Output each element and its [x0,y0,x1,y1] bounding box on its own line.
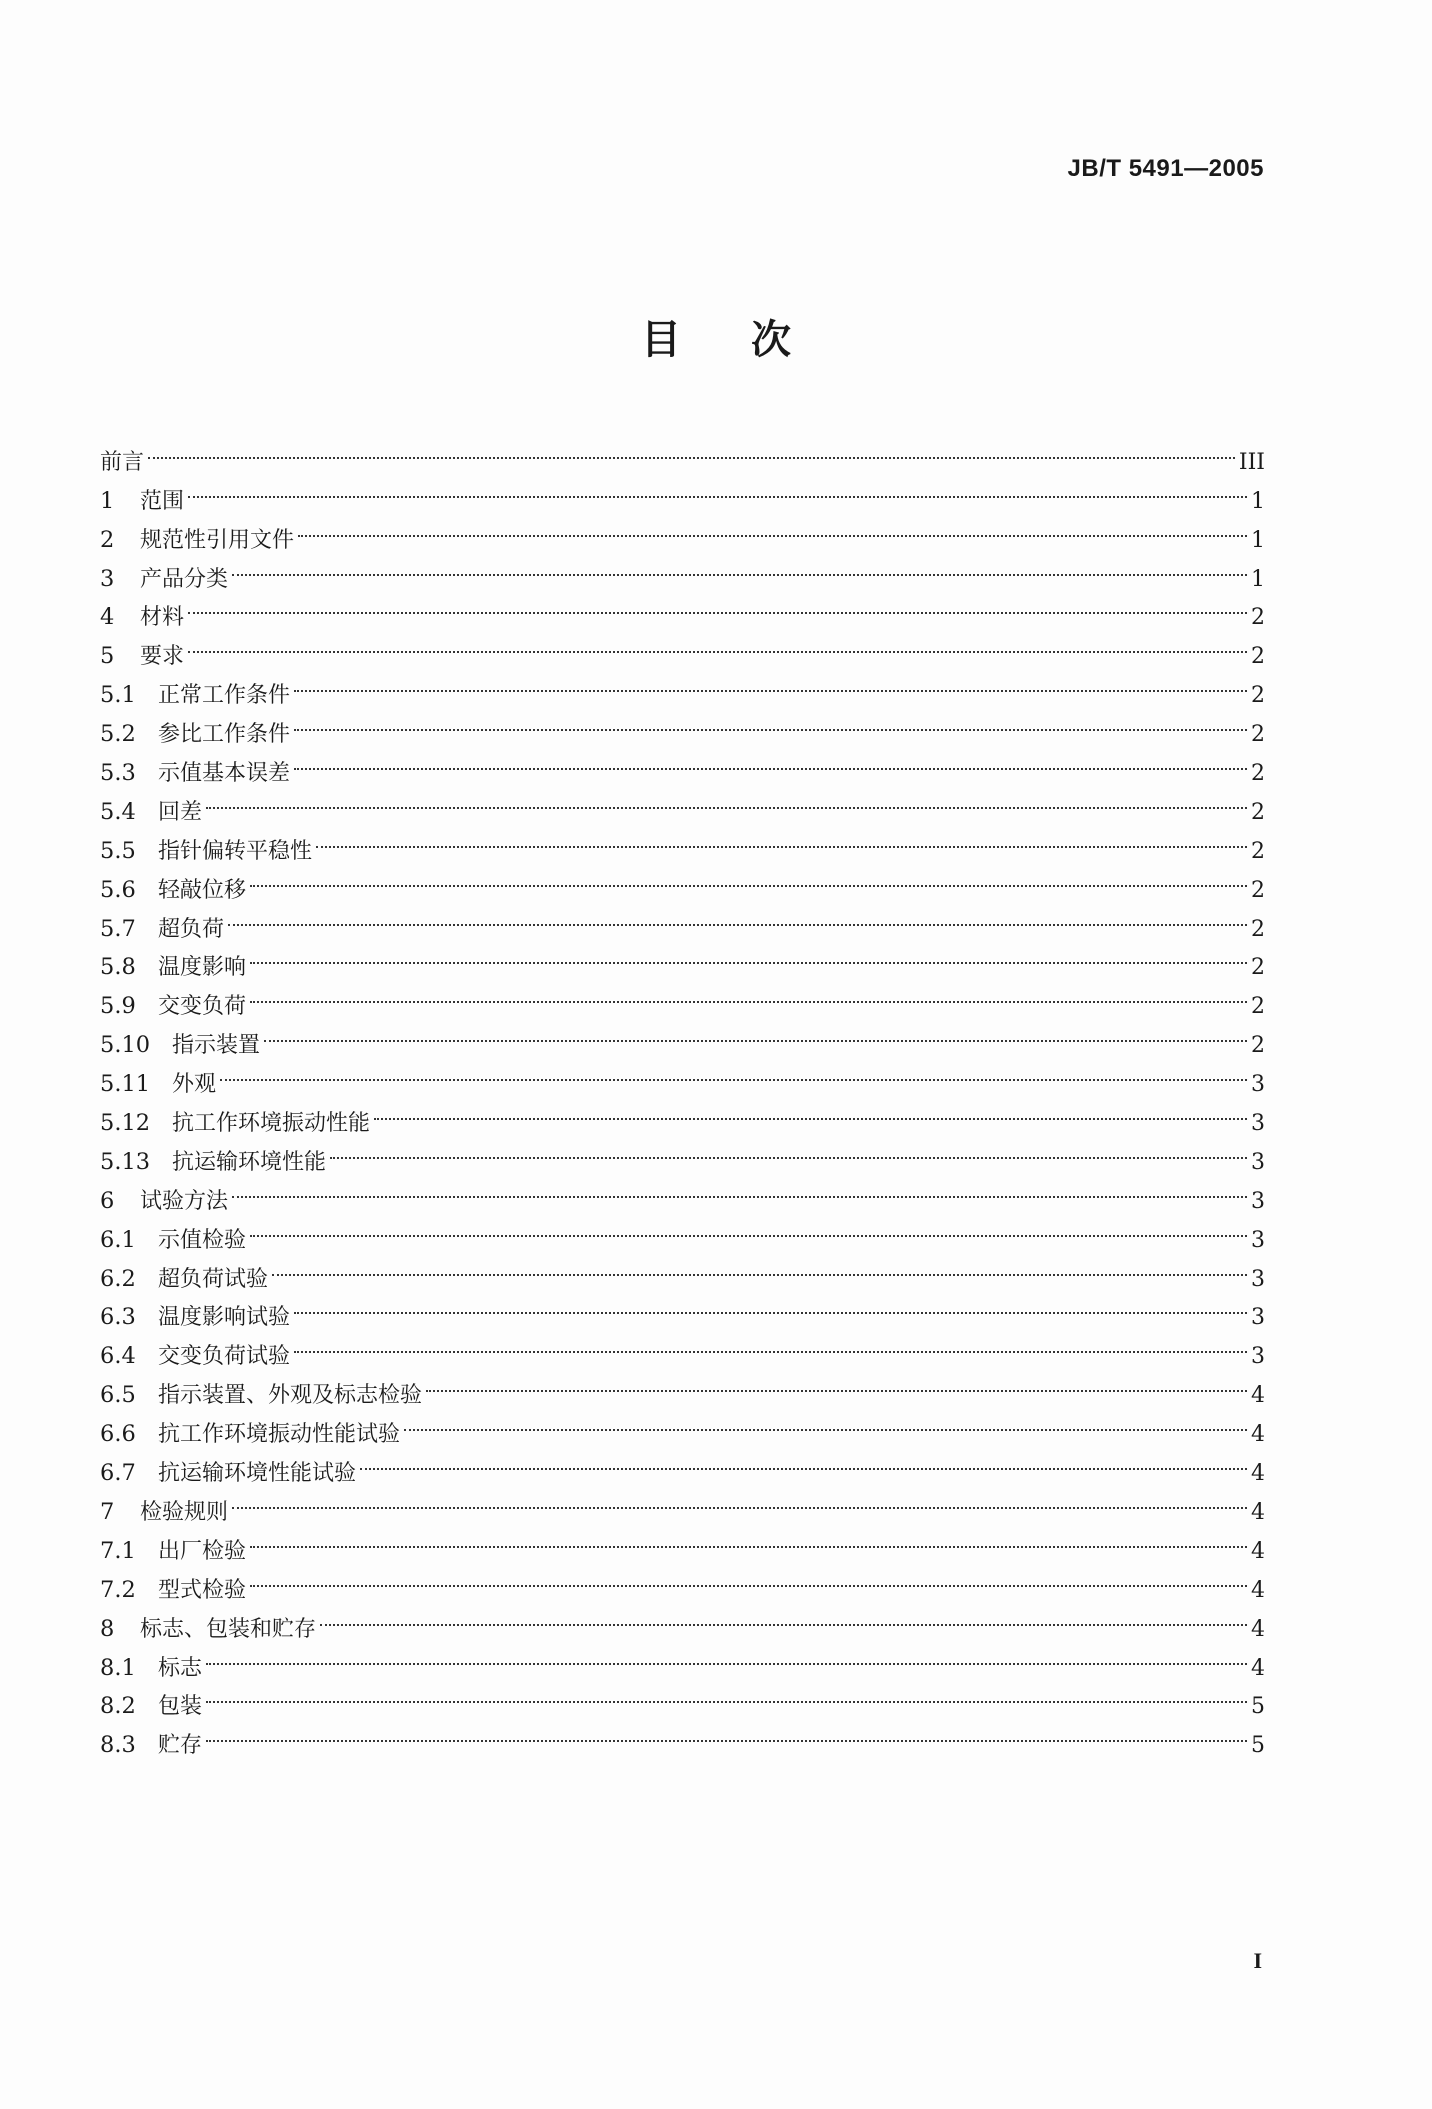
toc-entry-label: 示值基本误差 [158,761,291,787]
toc-entry-number: 5.2 [100,721,136,748]
dot-leader [298,508,1247,547]
dot-leader [188,469,1247,508]
toc-entry[interactable] [100,1713,1265,1759]
dot-leader [206,1675,1247,1714]
toc-entry-label: 指针偏转平稳性 [158,838,313,864]
toc-entry-label: 参比工作条件 [158,722,291,748]
toc-entry-page: 2 [1251,799,1265,825]
toc-entry[interactable] [100,1558,1265,1603]
toc-entry-number: 5.5 [100,837,136,864]
toc-entry-page: 5 [1251,1694,1265,1720]
dot-leader [232,1480,1247,1519]
dot-leader [250,1519,1247,1558]
toc-entry[interactable] [100,897,1265,942]
toc-entry-page: 2 [1251,761,1265,787]
dot-leader [404,1402,1247,1441]
toc-entry-number: 8 [100,1615,115,1642]
dot-leader [294,1324,1247,1363]
toc-entry-page: 2 [1251,877,1265,903]
toc-entry[interactable] [100,780,1265,825]
toc-entry[interactable] [100,936,1265,981]
toc-entry-label: 指示装置 [172,1033,261,1059]
toc-entry-page: 3 [1251,1266,1265,1292]
toc-entry-number: 5.9 [100,993,136,1020]
toc-entry-label: 贮存 [158,1733,203,1759]
dot-leader [272,1247,1247,1286]
dot-leader [250,974,1247,1013]
toc-entry-number: 5 [100,643,115,670]
dot-leader [316,819,1247,858]
toc-entry-label: 检验规则 [140,1499,229,1525]
toc-entry-label: 型式检验 [158,1577,247,1603]
dot-leader [250,936,1247,975]
toc-entry-label: 回差 [158,799,203,825]
dot-leader [426,1363,1247,1402]
standard-code: JB/T 5491—2005 [1067,155,1264,182]
table-of-contents [100,430,1265,1759]
toc-entry-number: 7.1 [100,1537,136,1564]
toc-entry-label: 规范性引用文件 [140,527,295,553]
toc-entry[interactable] [100,1013,1265,1059]
toc-entry-label: 材料 [140,605,185,631]
toc-entry-page: 2 [1251,994,1265,1020]
toc-entry[interactable] [100,1091,1265,1137]
toc-entry-label: 标志、包装和贮存 [140,1616,317,1642]
toc-entry-page: 3 [1251,1188,1265,1214]
toc-entry[interactable] [100,1247,1265,1292]
toc-entry-number: 7 [100,1498,115,1525]
toc-entry[interactable] [100,1286,1265,1331]
toc-entry-page: 5 [1251,1733,1265,1759]
toc-entry[interactable] [100,1675,1265,1720]
toc-entry[interactable] [100,508,1265,553]
toc-entry-label: 前言 [100,449,145,475]
toc-entry-label: 超负荷试验 [158,1266,269,1292]
toc-entry-page: 3 [1251,1072,1265,1098]
toc-entry-page: 2 [1251,1033,1265,1059]
toc-entry-label: 抗工作环境振动性能试验 [158,1422,401,1448]
toc-entry-page: 4 [1251,1461,1265,1487]
toc-entry-label: 温度影响试验 [158,1305,291,1331]
toc-entry-page: 4 [1251,1499,1265,1525]
toc-entry[interactable] [100,663,1265,709]
dot-leader [374,1091,1247,1130]
page-number: I [1253,1948,1262,1973]
dot-leader [250,858,1247,897]
toc-entry-number: 5.4 [100,798,136,825]
toc-entry-label: 范围 [140,488,185,514]
toc-entry-number: 5.13 [100,1148,151,1175]
toc-entry-label: 试验方法 [140,1188,229,1214]
toc-entry-label: 外观 [172,1072,217,1098]
page-title: 目次 [641,317,861,363]
toc-entry-page: 3 [1251,1344,1265,1370]
toc-entry-page: 2 [1251,605,1265,631]
dot-leader [232,1169,1247,1208]
dot-leader [330,1130,1247,1169]
toc-entry[interactable] [100,1636,1265,1681]
toc-entry-number: 6.7 [100,1460,136,1487]
toc-entry-number: 5.3 [100,760,136,787]
toc-entry-page: 2 [1251,644,1265,670]
toc-entry-page: 4 [1251,1422,1265,1448]
toc-entry-number: 6.5 [100,1382,136,1409]
dot-leader [320,1597,1247,1636]
toc-entry-label: 正常工作条件 [158,683,291,709]
toc-entry-number: 2 [100,526,115,553]
dot-leader [250,1558,1247,1597]
toc-entry-number: 5.8 [100,954,136,981]
toc-entry-number: 6.3 [100,1304,136,1331]
toc-entry[interactable] [100,858,1265,903]
toc-entry-page: 2 [1251,683,1265,709]
dot-leader [188,624,1247,663]
dot-leader [228,897,1247,936]
toc-entry-number: 4 [100,604,115,631]
toc-entry-page: 4 [1251,1538,1265,1564]
toc-entry[interactable] [100,430,1265,475]
toc-entry-number: 7.2 [100,1576,136,1603]
toc-entry-label: 产品分类 [140,566,229,592]
toc-entry[interactable] [100,819,1265,864]
toc-entry-label: 交变负荷 [158,994,247,1020]
toc-entry-label: 包装 [158,1694,203,1720]
toc-entry-number: 8.3 [100,1732,136,1759]
toc-entry-number: 6.4 [100,1343,136,1370]
toc-entry-label: 交变负荷试验 [158,1344,291,1370]
toc-entry-label: 抗工作环境振动性能 [172,1111,371,1137]
toc-entry-number: 8.1 [100,1654,136,1681]
toc-entry-number: 5.1 [100,682,136,709]
toc-entry-page: 2 [1251,838,1265,864]
toc-entry[interactable] [100,586,1265,631]
toc-entry-label: 指示装置、外观及标志检验 [158,1383,423,1409]
toc-entry-page: 3 [1251,1149,1265,1175]
toc-entry-page: 4 [1251,1616,1265,1642]
toc-entry-number: 5.6 [100,876,136,903]
toc-entry-number: 5.11 [100,1071,151,1098]
toc-entry-page: 1 [1251,488,1265,514]
toc-entry[interactable] [100,1208,1265,1253]
toc-entry-page: 1 [1251,566,1265,592]
toc-entry-label: 轻敲位移 [158,877,247,903]
toc-entry-label: 标志 [158,1655,203,1681]
toc-entry-number: 6.1 [100,1226,136,1253]
dot-leader [294,702,1247,741]
toc-entry-label: 抗运输环境性能 [172,1149,327,1175]
toc-entry-number: 1 [100,487,115,514]
toc-entry-page: 1 [1251,527,1265,553]
toc-entry[interactable] [100,974,1265,1020]
toc-entry-page: 3 [1251,1305,1265,1331]
toc-entry[interactable] [100,624,1265,670]
toc-entry-number: 5.12 [100,1110,151,1137]
toc-entry[interactable] [100,469,1265,514]
toc-entry-page: 3 [1251,1227,1265,1253]
toc-entry-label: 示值检验 [158,1227,247,1253]
toc-entry[interactable] [100,1519,1265,1564]
dot-leader [250,1208,1247,1247]
toc-entry-page: 2 [1251,722,1265,748]
toc-entry-page: 2 [1251,916,1265,942]
toc-entry[interactable] [100,1480,1265,1525]
dot-leader [148,430,1235,469]
toc-entry-page: 4 [1251,1655,1265,1681]
toc-entry[interactable] [100,1597,1265,1642]
toc-entry-number: 6 [100,1187,115,1214]
toc-entry-number: 3 [100,565,115,592]
toc-entry[interactable] [100,1052,1265,1098]
dot-leader [264,1013,1247,1052]
toc-entry-label: 超负荷 [158,916,225,942]
toc-entry[interactable] [100,1169,1265,1214]
dot-leader [206,1636,1247,1675]
toc-entry-number: 6.2 [100,1265,136,1292]
toc-entry-number: 8.2 [100,1693,136,1720]
dot-leader [294,663,1247,702]
toc-entry-label: 温度影响 [158,955,247,981]
toc-entry-page: 2 [1251,955,1265,981]
dot-leader [206,1713,1247,1752]
dot-leader [188,586,1247,625]
toc-entry-label: 要求 [140,644,185,670]
toc-entry-page: 4 [1251,1383,1265,1409]
toc-entry-number: 5.7 [100,915,136,942]
toc-entry-page: 4 [1251,1577,1265,1603]
dot-leader [206,780,1247,819]
toc-entry-label: 抗运输环境性能试验 [158,1461,357,1487]
toc-entry[interactable] [100,547,1265,592]
toc-entry-page: 3 [1251,1111,1265,1137]
toc-entry-label: 出厂检验 [158,1538,247,1564]
toc-entry-number: 6.6 [100,1421,136,1448]
dot-leader [360,1441,1247,1480]
dot-leader [232,547,1247,586]
toc-entry-number: 5.10 [100,1032,151,1059]
toc-entry-page: III [1238,449,1265,475]
dot-leader [294,1286,1247,1325]
dot-leader [220,1052,1247,1091]
dot-leader [294,741,1247,780]
